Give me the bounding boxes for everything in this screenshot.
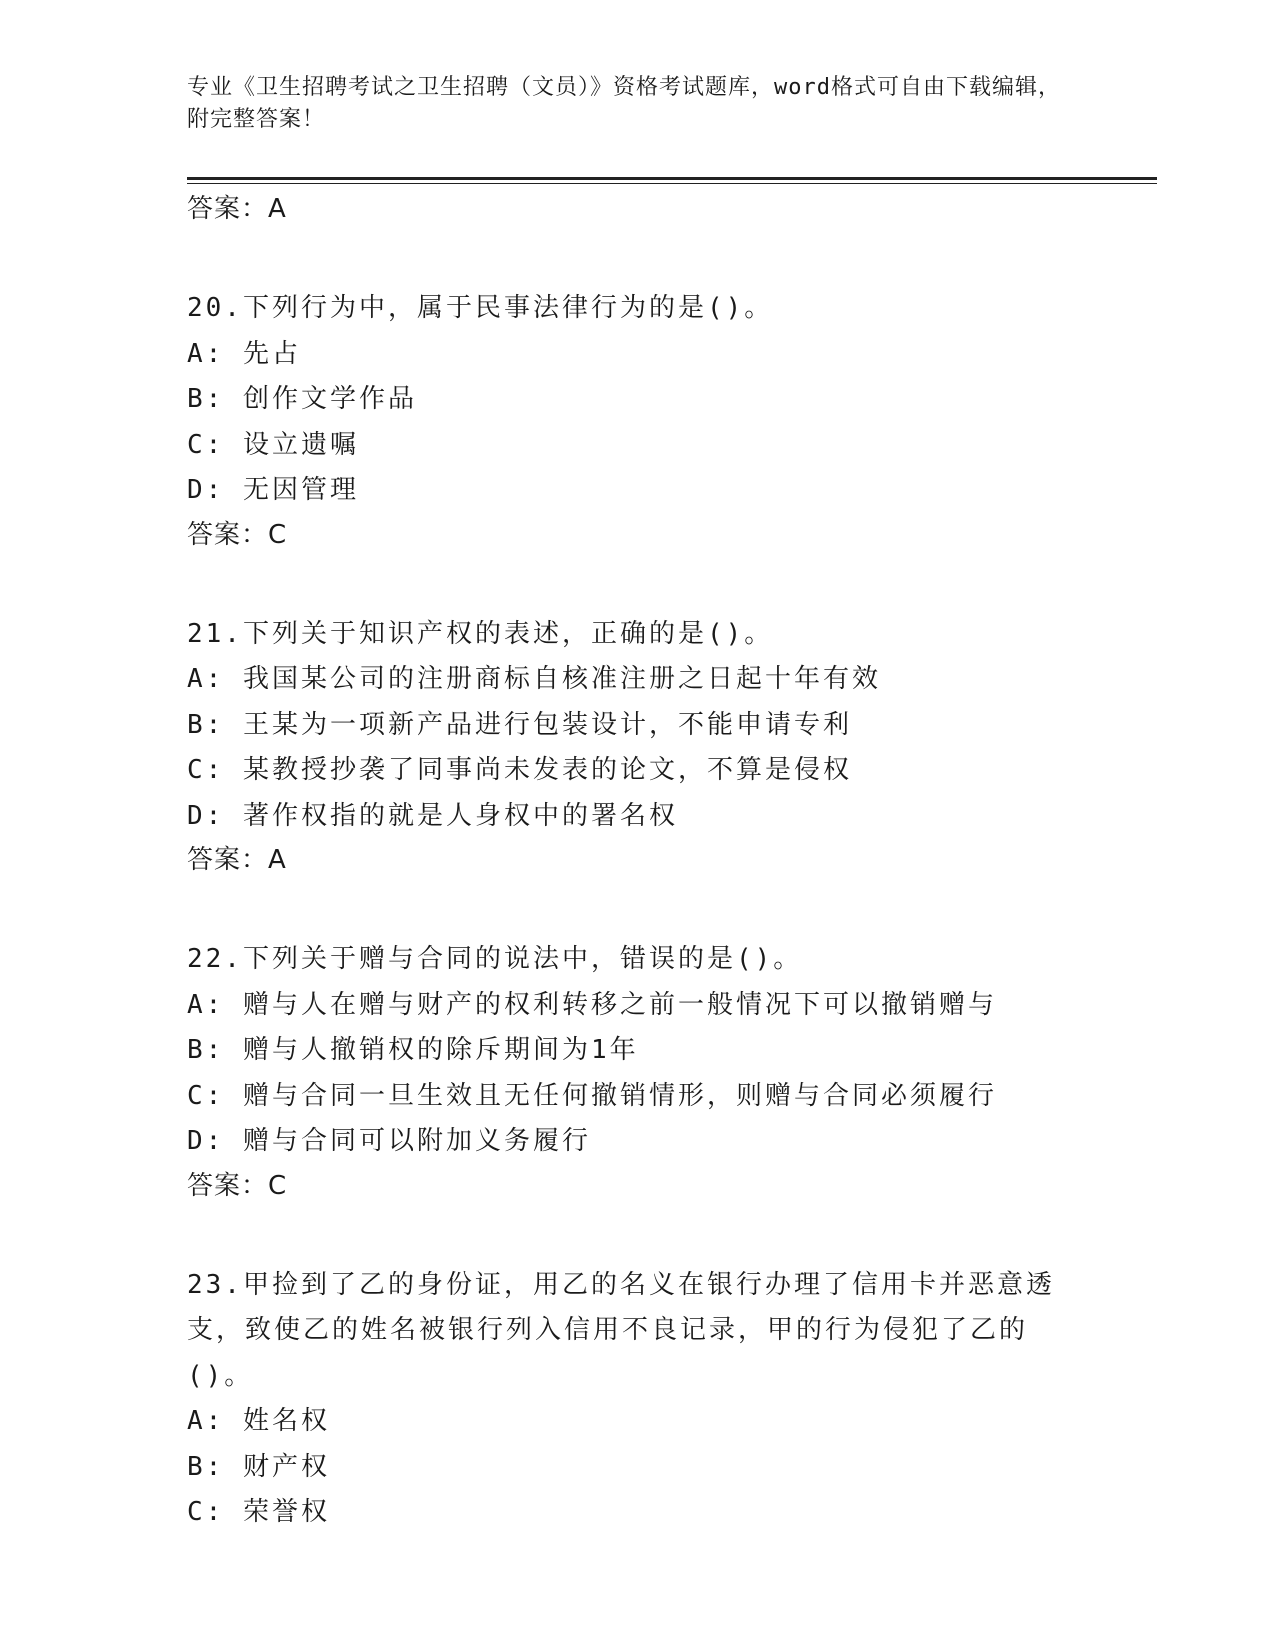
option-text: 创作文学作品 (242, 384, 417, 414)
option-text: 我国某公司的注册商标自核准注册之日起十年有效 (242, 664, 881, 694)
option-letter: B: (187, 1451, 225, 1482)
header-divider-thick (187, 177, 1157, 180)
option-text: 著作权指的就是人身权中的署名权 (242, 800, 678, 831)
option-letter: A: (187, 338, 225, 369)
answer-line (187, 843, 1157, 877)
option-letter: C: (187, 1497, 225, 1527)
option-a (187, 983, 1157, 1029)
question-stem: 23.甲捡到了乙的身份证，用乙的名义在银行办理了信用卡并恶意透支，致使乙的姓名被银行列入信用不良记录，甲的行为侵犯了乙的()。 (187, 1269, 1055, 1391)
option-text: 先占 (242, 338, 301, 369)
option-text: 设立遗嘱 (242, 429, 359, 460)
option-letter: A: (187, 664, 225, 694)
option-b (187, 377, 1157, 423)
answer-line (187, 192, 1157, 226)
answer-label: 答案： (187, 194, 269, 224)
option-c (187, 1074, 1157, 1120)
option-d (187, 1119, 1157, 1165)
option-text: 赠与合同一旦生效且无任何撤销情形，则赠与合同必须履行 (242, 1080, 997, 1111)
option-letter: D: (187, 800, 225, 831)
option-c (187, 748, 1157, 794)
question-item (187, 1263, 1157, 1536)
answer-line (187, 518, 1157, 552)
option-letter: B: (187, 709, 225, 740)
answer-label: 答案： (187, 845, 269, 875)
option-b (187, 1028, 1157, 1074)
question-stem: 22.下列关于赠与合同的说法中，错误的是()。 (187, 944, 803, 974)
answer-value: C (268, 519, 288, 550)
question-stem: 21.下列关于知识产权的表述，正确的是()。 (187, 618, 774, 649)
option-text: 姓名权 (242, 1406, 330, 1436)
question-list (187, 190, 1157, 1536)
question-item (187, 612, 1157, 878)
option-letter: C: (187, 755, 225, 785)
question-item (187, 937, 1157, 1203)
answer-value: C (268, 1170, 288, 1201)
option-text: 财产权 (242, 1451, 330, 1482)
option-text: 某教授抄袭了同事尚未发表的论文，不算是侵权 (242, 755, 852, 785)
option-letter: B: (187, 1035, 225, 1065)
option-a (187, 1399, 1157, 1445)
option-text: 荣誉权 (242, 1497, 330, 1527)
answer-label: 答案： (187, 1170, 269, 1201)
answer-value: A (268, 194, 287, 224)
answer-label: 答案： (187, 519, 269, 550)
question-item (187, 286, 1157, 552)
option-letter: C: (187, 429, 225, 460)
option-c (187, 1490, 1157, 1536)
answer-line (187, 1169, 1157, 1203)
option-text: 王某为一项新产品进行包装设计，不能申请专利 (242, 709, 852, 740)
option-letter: A: (187, 1406, 225, 1436)
option-letter: A: (187, 989, 225, 1020)
option-letter: B: (187, 384, 225, 414)
option-letter: D: (187, 475, 225, 505)
option-b (187, 1445, 1157, 1491)
answer-value: A (268, 845, 287, 875)
option-a (187, 657, 1157, 703)
option-c (187, 423, 1157, 469)
option-letter: D: (187, 1126, 225, 1156)
document-header: 专业《卫生招聘考试之卫生招聘（文员）》资格考试题库，word格式可自由下载编辑，附完整答案！ (187, 75, 1061, 132)
question-stem: 20.下列行为中，属于民事法律行为的是()。 (187, 293, 774, 323)
header-divider-thin (187, 183, 1157, 184)
option-letter: C: (187, 1080, 225, 1111)
option-text: 赠与合同可以附加义务履行 (242, 1126, 591, 1156)
option-text: 赠与人在赠与财产的权利转移之前一般情况下可以撤销赠与 (242, 989, 997, 1020)
option-b (187, 703, 1157, 749)
option-text: 无因管理 (242, 475, 359, 505)
option-text: 赠与人撤销权的除斥期间为1年 (242, 1035, 639, 1065)
option-d (187, 468, 1157, 514)
option-d (187, 794, 1157, 840)
option-a (187, 332, 1157, 378)
